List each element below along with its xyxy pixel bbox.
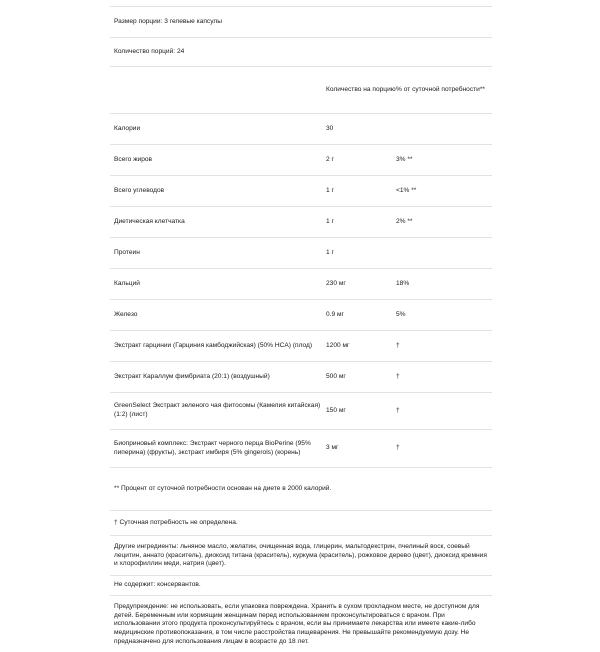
nutrient-name: GreenSelect Экстракт зеленого чая фитосомы (Камелия китайская) (1:2) (лист) [114, 402, 321, 418]
other-ingredients-block [110, 536, 492, 576]
other-ingredients-text: Другие ингредиенты: льняное масло, желатин, очищенная вода, глицерин, мальтодекстрин, пчелиный воск, соевый лецитин, аннато (краситель), диоксид титана (краситель), куркума (краситель), рожковое дерево (цвет), диоксид кремния и хлорофиллин меди, натрия (цвет). [114, 543, 487, 568]
daily-value-footnote [110, 468, 492, 511]
nutrient-name: Диетическая клетчатка [114, 217, 185, 225]
nutrient-daily-value: 3% ** [396, 155, 413, 163]
nutrient-amount: 1 г [326, 186, 334, 194]
nutrient-name: Всего углеводов [114, 186, 165, 194]
free-from-text: Не содержит: консервантов. [114, 580, 201, 588]
dagger-footnote-text: † Суточная потребность не определена. [114, 518, 238, 526]
table-row [110, 269, 492, 300]
table-row [110, 176, 492, 207]
table-row [110, 362, 492, 393]
dagger-footnote [110, 511, 492, 536]
nutrient-amount: 2 г [326, 155, 334, 163]
nutrient-amount: 1 г [326, 217, 334, 225]
table-row [110, 331, 492, 362]
table-header-row [110, 67, 492, 114]
table-row [110, 238, 492, 269]
nutrient-name: Железо [114, 310, 138, 318]
nutrient-name: Экстракт гарцинии (Гарциния камбоджийская) (50% HCA) (плод) [114, 341, 313, 349]
nutrient-name: Протеин [114, 248, 140, 256]
nutrient-name: Экстракт Караллум фимбриата (20:1) (воздушный) [114, 372, 270, 380]
nutrient-daily-value: † [396, 444, 400, 452]
nutrient-daily-value: † [396, 341, 400, 349]
daily-value-footnote-text: ** Процент от суточной потребности основан на диете в 2000 калорий. [114, 484, 332, 492]
table-row [110, 430, 492, 468]
table-row [110, 393, 492, 430]
nutrient-name: Биоприновый комплекс: Экстракт черного перца BioPerine (95% пиперина) (фрукты), экстракт имбиря (5% gingerols) (корень) [114, 439, 311, 456]
nutrient-name: Всего жиров [114, 155, 153, 163]
nutrient-daily-value: <1% ** [396, 186, 417, 194]
nutrient-daily-value: 5% [396, 310, 406, 318]
servings-per-container-row [110, 38, 492, 67]
nutrient-amount: 150 мг [326, 406, 346, 414]
serving-size-row [110, 7, 492, 38]
nutrient-amount: 1200 мг [326, 341, 350, 349]
nutrient-daily-value: † [396, 406, 400, 414]
table-row [110, 114, 492, 145]
nutrient-amount: 500 мг [326, 372, 346, 380]
nutrient-daily-value: † [396, 372, 400, 380]
nutrient-daily-value: 2% ** [396, 217, 413, 225]
header-amount-cell: Количество на порцию [326, 85, 396, 93]
warning-text: Предупреждение: не использовать, если упаковка повреждена. Хранить в сухом прохладном месте, не доступном для детей. Беременным или кормящим женщинам перед использованием проконсультироваться с врачом. При использовании этого продукта проконсультируйтесь с врачом, если вы принимаете лекарства или имеете какие-либо медицинские противопоказания, в том числе расстройства пищеварения. Не превышайте рекомендуемую дозу. Не предназначено для использования лицам в возрасте до 18 лет. [114, 603, 480, 645]
warning-block [110, 596, 492, 652]
nutrient-amount: 0.9 мг [326, 310, 344, 318]
nutrient-amount: 1 г [326, 248, 334, 256]
free-from-block [110, 576, 492, 597]
serving-size-text: Размер порции: 3 гелевые капсулы [114, 17, 222, 25]
top-divider [110, 0, 492, 7]
nutrient-name: Кальций [114, 279, 140, 287]
table-row [110, 207, 492, 238]
table-row [110, 300, 492, 331]
nutrient-name: Калории [114, 124, 141, 132]
header-daily-value-cell: % от суточной потребности** [396, 85, 485, 93]
nutrient-daily-value: 18% [396, 279, 410, 287]
nutrient-amount: 3 мг [326, 444, 339, 452]
nutrient-amount: 230 мг [326, 279, 346, 287]
nutrient-amount: 30 [326, 124, 334, 132]
table-row [110, 145, 492, 176]
servings-per-container-text: Количество порций: 24 [114, 47, 185, 55]
